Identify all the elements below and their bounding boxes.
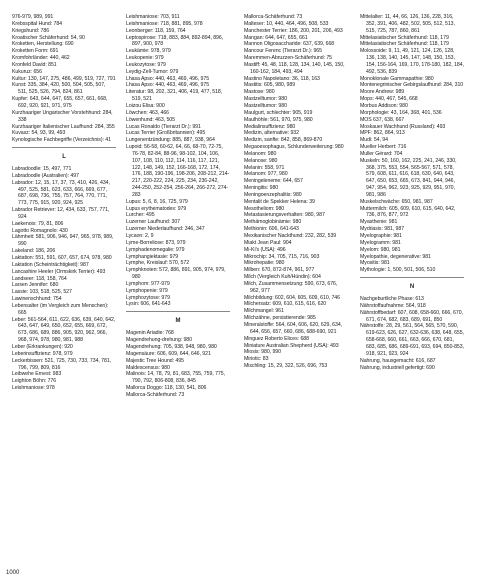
entries-l-cont [126, 14, 230, 308]
index-entry: Mueller Herbert: 716 [360, 144, 407, 151]
index-column-4 [360, 14, 464, 371]
index-entry: Kuvasz: 54, 93, 99, 493 [12, 130, 66, 137]
index-entry: Melanom: 980 [244, 150, 277, 157]
index-entry: Milben: 670, 872-874, 961, 977 [244, 267, 315, 274]
index-entry: Methämoglobinämie: 980 [244, 219, 302, 226]
index-entry: Lymphknoten: 572, 886, 891, 905, 974, 979, 980 [126, 267, 226, 281]
index-entry: Lungenentzündung: 885, 887, 938, 964 [126, 137, 215, 144]
index-entry: Mi-Ki's (USA): 496 [244, 246, 286, 253]
index-entry: Milchmangel: 961 [244, 308, 284, 315]
index-entry: Maulhöhle: 561, 970, 975, 980 [244, 116, 313, 123]
index-entry: Milch, Zusammensetzung: 590, 673, 676, 962, 977 [244, 280, 338, 294]
index-entry: Morphologie: 43, 164, 368, 401, 536 [360, 109, 442, 116]
index-entry: Lupoid: 56-58, 60-62, 64, 66, 68-70, 72-75, 76-78, 82-84, 88-96, 98-102, 104, 106, 107, 108, 110, 112, 114, 116, 117, 121, 122, 148, 149, 152, 166-168, 172, 174, 176, 188, 190-196, 198-206, 208-212, 214-217, 220-222, 224, 225, 234, 236-242, 244-250, 252-254, 256-264, 266-272, 274-283 [126, 144, 230, 198]
index-entry: Mastzelltumor: 980 [244, 96, 287, 103]
index-entry: Magenin Ariadie: 768 [126, 330, 174, 337]
index-entry: Majestic Tree Hound: 495 [126, 357, 184, 364]
index-entry: Miakt Jean Paul: 904 [244, 239, 292, 246]
index-entry: Methionin: 606, 641-643 [244, 226, 299, 233]
index-entry: Myelogramm: 981 [360, 239, 401, 246]
entries-l [12, 166, 116, 392]
index-entry: Landseer: 118, 158, 764 [12, 275, 67, 282]
index-entry: Laktation: 551, 591, 607, 657, 674, 978, 980 [12, 255, 112, 261]
index-entry: Luzerner Laufhund: 307 [126, 219, 180, 226]
index-entry: Melanin: 558, 971 [244, 164, 285, 171]
index-entry: Miniature Australian Shepherd (USA): 493 [244, 342, 339, 349]
index-entry: MPF: 862, 864, 913 [360, 130, 405, 137]
index-entry: Mastitis: 605, 980, 989 [244, 82, 296, 89]
index-entry: Nährstoffbedarf: 607, 608, 658-660, 666, 670, 671, 674, 682, 683, 689, 691, 850 [360, 309, 463, 323]
index-entry: Meningeleneme: 644, 657 [244, 178, 303, 185]
index-entry: Metastasierungsverhalten: 980, 987 [244, 212, 325, 219]
index-entry: Kroketten Form: 691 [12, 48, 59, 55]
entries-m-end [360, 14, 464, 274]
index-entry: Kronfeld David: 851 [12, 61, 57, 68]
index-entry: Leukozytose: 979 [126, 61, 166, 68]
index-entry: Löwchen: 463, 466 [126, 109, 169, 116]
index-entry: MOS 637, 638, 667 [360, 116, 405, 123]
section-letter-l: L [12, 147, 116, 161]
index-entry: Mallorca-Schäferhund: 73 [126, 391, 185, 398]
index-entry: Milchersatz: 609, 610, 615, 616, 620 [244, 301, 327, 308]
index-entry: Miriotic: 83 [244, 356, 269, 363]
entries-m-cont [244, 14, 348, 370]
index-entry: Lymphopenie: 979 [126, 287, 168, 294]
index-entry: Leighton Böhn: 776 [12, 378, 57, 385]
index-entry: Laktation (Scheinträchtigkeit): 987 [12, 261, 89, 268]
index-entry: Leibwehe Ernest: 983 [12, 371, 62, 378]
index-entry: Kromfohrländer: 440, 462 [12, 55, 70, 62]
index-entry: Kroatischer Schäferhund: 54, 90 [12, 34, 85, 41]
index-entry: Mastino Napoletano: 36, 118, 163 [244, 75, 320, 82]
index-entry: Mastzelltumor: 980 [244, 102, 287, 109]
index-entry: Lucas Terrier (Großbritannien): 495 [126, 130, 206, 137]
index-entry: Mesotheliom: 980 [244, 205, 285, 212]
index-entry: Mikrohepatie: 980 [244, 260, 285, 267]
index-entry: Leishmaniose: 978 [12, 385, 55, 392]
section-letter-m: M [126, 311, 230, 325]
index-entry: Leonberger: 118, 159, 764 [126, 27, 186, 34]
index-entry: Mancour Ferenc (Tierarzt Dr.): 965 [244, 48, 322, 55]
index-entry: Leberinsuffizienz: 978, 979 [12, 350, 73, 357]
index-entry: Melanom: 977, 980 [244, 171, 288, 178]
index-entry: Mikrochip: 34, 705, 715, 716, 903 [244, 253, 320, 260]
index-entry: Muller Gérard: 704 [360, 150, 403, 157]
index-entry: Lysin: 606, 641-643 [126, 301, 171, 308]
index-column-1 [12, 14, 116, 392]
index-entry: Mydriasis: 981, 987 [360, 226, 405, 233]
index-entry: Lurcher: 495 [126, 212, 155, 219]
index-entry: Leptospirose: 718, 883, 884, 892-894, 896, 897, 900, 978 [126, 34, 224, 48]
index-entry: Mallorca Doggo: 118, 130, 541, 806 [126, 385, 207, 392]
index-entry: Lassie: 103, 518, 525, 527 [12, 289, 72, 296]
index-entry: Medizin, alternative: 932 [244, 130, 299, 137]
index-entry: Monoklonale Gammapathie: 980 [360, 75, 434, 82]
index-entry: Maremmen-Abruzzen-Schäferhund: 75 [244, 55, 333, 62]
index-entry: Melanose: 980 [244, 157, 278, 164]
index-entry: Mallorca-Schäferhund: 73 [244, 14, 303, 20]
index-entry: Maldescensus: 980 [126, 364, 170, 371]
index-entry: Lhasa Apso: 440, 463, 469, 496, 975 [126, 75, 210, 82]
index-entry: Nachgeburtliche Phase: 613 [360, 296, 424, 303]
index-entry: Leukämie: 978, 979 [126, 48, 171, 55]
index-entry: Mexikanischer Nackthund: 232, 282, 539 [244, 233, 337, 239]
index-entry: Mops: 440, 467, 545, 668 [360, 96, 418, 103]
index-entry: Meningitis: 980 [244, 185, 279, 192]
index-entry: Moskauer Wachhund (Russland): 493 [360, 123, 446, 130]
index-entry: Lymphangiektasie: 979 [126, 253, 179, 260]
index-entry: Lebensalter (im Vergleich zum Menschen): 665 [12, 302, 109, 316]
entries-n [360, 296, 464, 371]
index-entry: Magendrehung-drehung: 980 [126, 337, 192, 344]
index-entry: Milch (Vergleich Kuh/Hündin): 604 [244, 274, 321, 281]
index-entry: Kurzhaariger Ungarischer Vorstehhund: 284, 338 [12, 109, 113, 123]
index-entry: Lyme-Borreliose: 873, 979 [126, 239, 186, 246]
index-entry: Myelographie: 981 [360, 233, 402, 239]
index-entry: Loizou Elisa: 900 [126, 102, 165, 109]
index-entry: Montenegrinischer Gebirgslaufhund: 284, 310 [360, 82, 464, 89]
index-entry: Medialinsuffizienz: 980 [244, 123, 296, 130]
entries-m [126, 330, 230, 398]
index-entry: Lawinenschhund: 754 [12, 296, 62, 303]
index-entry: Leckerbissen: 521, 725, 730, 733, 734, 781, 796, 799, 809, 816 [12, 357, 112, 371]
entries-k-end [12, 14, 116, 144]
index-entry: 976-979, 989, 991 [12, 14, 54, 20]
index-entry: Krebsspital Hund: 784 [12, 20, 62, 27]
index-entry: Lymphadenomegalie: 979 [126, 246, 185, 253]
index-entry: Muskelschwäche: 650, 981, 987 [360, 198, 433, 205]
index-entry: Nahrung, industriell gefertigt: 690 [360, 364, 435, 371]
index-entry: Löwenhund: 463, 505 [126, 116, 175, 123]
index-entry: Kunst: 335, 384, 420, 500, 504, 505, 507, 511, 525, 526, 794, 824, 861 [12, 82, 106, 96]
index-entry: Mittelalter: 11, 44, 66, 126, 136, 228, 316, 352, 391, 406, 482, 502, 505, 512, 513, 515, 725, 787, 860, 861 [360, 14, 455, 34]
index-entry: Mastiff: 45, 48, 118, 128, 134, 140, 145, 150, 160-162, 184, 493, 494 [244, 61, 345, 75]
index-entry: Leishmaniose: 703, 911 [126, 14, 180, 20]
index-entry: Nährstoffaufnahme: 564, 918 [360, 302, 426, 309]
index-entry: Muskeln: 50, 160, 162, 225, 241, 246, 330, 368, 375, 553, 554, 565-567, 571, 578, 579, 608, 611, 616, 618, 630, 640, 643, 647, 650, 653, 665, 673, 841, 944, 946, 947, 954, 962, 923, 925, 929, 951, 970, 981, 986 [360, 157, 457, 198]
index-entry: Literatur: 98, 202, 321, 406, 419, 477, 518, 519, 521 [126, 89, 223, 103]
index-entry: Labrador: 12, 15, 17, 37, 73, 410, 426, 434, 497, 525, 581, 623, 633, 666, 669, 677, 687, 698, 736, 755, 757, 764, 770, 771, 773, 775, 915, 920, 924, 925 [12, 179, 110, 207]
index-entry: Magendrehung: 705, 938, 948, 980, 980 [126, 343, 217, 350]
index-entry: Lancashire Heeler (Ormskirk Terrier): 493 [12, 268, 106, 275]
section-letter-n: N [360, 277, 464, 291]
index-entry: Nährstoffe: 28, 29, 561, 564, 565, 570, 590, 619-623, 626, 627, 632-636, 638, 648, 655, 658-668, 660, 661, 663, 666, 670, 681, 683, 685, 686, 689-691, 693, 694, 850-853, 918, 921, 923, 924 [360, 323, 464, 357]
index-entry: Mudi: 54, 94 [360, 137, 388, 144]
index-entry: Mischling: 15, 29, 322, 526, 696, 753 [244, 363, 328, 370]
index-entry: Kupfer: 643, 644, 647, 655, 657, 661, 668, 692, 920, 921, 971, 975 [12, 96, 108, 109]
index-entry: Kynologische Fachbegriffe (Verzeichnis): 41 [12, 137, 111, 144]
index-entry: Magensäure: 606, 609, 644, 646, 921 [126, 350, 211, 357]
index-entry: Myasthenie: 981 [360, 219, 398, 226]
index-entry: Morbus Addison: 980 [360, 102, 408, 109]
index-entry: Lymphe, Kreislauf: 570, 572 [126, 260, 190, 267]
index-entry: Malteser: 10, 440, 464, 496, 508, 533 [244, 20, 329, 27]
index-entry: Kurzhaariger Italienischer Laufhund: 284, 355 [12, 123, 115, 130]
index-entry: Kriegshund: 786 [12, 27, 50, 34]
index-entry: Medizin, sanfte: 842, 858, 869-870 [244, 137, 323, 144]
index-entry: Mittelasiatischer Schäferhund: 118, 179 [360, 34, 449, 41]
index-entry: Mangan: 644, 647, 655, 661 [244, 34, 308, 41]
index-entry: Labradoodle: 15, 497, 771 [12, 166, 72, 173]
index-entry: Miosis: 980, 990 [244, 349, 281, 356]
index-entry: Leukopenie: 979 [126, 55, 164, 62]
index-entry: Myelom: 980, 981 [360, 246, 401, 253]
page-number: 1000 [6, 570, 20, 576]
index-entry: Mannon Oligosaccharide: 637, 639, 668 [244, 41, 335, 48]
index-entry: Mentalit de Spekker Helena: 39 [244, 198, 315, 205]
index-entry: Maulgurt, schlechter: 905, 919 [244, 109, 313, 116]
index-entry: Lagotto Romagnolo: 430 [12, 227, 68, 234]
index-entry: Lupus erythematodes: 979 [126, 205, 187, 212]
index-entry: Labradoodle (Australien): 497 [12, 172, 79, 179]
index-entry: Labrador Retriever: 12, 434, 633, 757, 771, 924 [12, 207, 110, 220]
index-entry: Leber: 561-564, 611, 622, 636, 639, 640, 642, 643, 647, 649, 650, 652, 655, 669, 672, 673, 686, 689, 886, 905, 920, 962, 966, 968, 974, 978, 980, 981, 988 [12, 316, 116, 344]
index-entry: Kroketten, Herstellung: 690 [12, 41, 74, 48]
index-entry: Lymphom: 977-979 [126, 280, 170, 287]
index-entry: Myositis: 981 [360, 260, 390, 267]
index-column-2 [126, 14, 230, 399]
index-entry: Muttermilch: 605, 609, 610, 615, 640, 642, 736, 876, 877, 972 [360, 205, 456, 219]
index-entry: Leber (Erkrankungen): 920 [12, 343, 73, 350]
index-entry: Nahrung, hausgemacht: 616, 687 [360, 357, 436, 364]
index-entry: Meningoenzephalitis: 980 [244, 191, 302, 198]
index-entry: Megaoesophagus, Schlunderweiterung: 980 [244, 144, 344, 151]
index-entry: Kukuruz: 656 [12, 68, 42, 75]
index-entry: Milchzähne, persistierende: 985 [244, 315, 316, 322]
index-entry: Mastose: 980 [244, 89, 275, 96]
index-entry: Leishmaniose: 718, 881, 895, 978 [126, 20, 203, 27]
index-entry: Mittelasiatischer Schäferhund: 118, 179 [360, 41, 449, 48]
index-entry: Leydig-Zell-Tumor: 979 [126, 68, 179, 75]
index-entry: Milchbildung: 602, 604, 605, 609, 610, 746 [244, 294, 340, 301]
index-entry: Lycaon: 2, 9 [126, 233, 154, 239]
index-entry: Luzerner Niederlaufhund: 346, 347 [126, 226, 205, 233]
index-entry: Mythologie: 1, 500, 501, 506, 510 [360, 267, 436, 274]
index-column-3 [244, 14, 348, 370]
index-entry: Manchester Terrier: 186, 200, 201, 206, 493 [244, 27, 343, 34]
index-entry: Malinois: 14, 78, 79, 81, 683, 755, 759, 775, 790, 792, 806-808, 836, 845 [126, 371, 225, 385]
index-entry: Moore Andrew: 989 [360, 89, 405, 96]
index-entry: Myelopathie, degenerative: 981 [360, 253, 431, 260]
index-entry: Molossoide: 9, 11, 49, 121, 124, 126, 128, 136, 138, 140, 145, 147, 148, 150, 153, 154, 156-164, 169, 170, 178-180, 182, 184, 492, 536, 839 [360, 48, 464, 75]
index-entry: Larsen Jennifer: 680 [12, 282, 59, 289]
index-entry: Lähmheit: 581, 906, 946, 947, 965, 978, 989, 990 [12, 234, 114, 248]
index-entry: Lakeland: 186, 206 [12, 248, 56, 255]
index-entry: Lupus: 5, 6, 8, 16, 725, 979 [126, 198, 188, 205]
index-entry: Laekenois: 79, 81, 806 [12, 220, 64, 227]
index-entry: Lucas Ronaldo (Tierarzt Dr.): 991 [126, 123, 201, 130]
index-entry: Kultur: 130, 147, 275, 486, 499, 519, 727, 791 [12, 75, 116, 82]
index-entry: Lhasa Apso: 440, 463, 469, 496, 975 [126, 82, 210, 89]
index-entry: Minguez Roberto Elices: 688 [244, 335, 309, 342]
index-entry: Lymphozytose: 979 [126, 294, 170, 301]
index-entry: Mineralstoffe: 564, 604, 606, 620, 629, 634, 644, 656, 657, 660, 686, 688-690, 921 [244, 321, 343, 335]
